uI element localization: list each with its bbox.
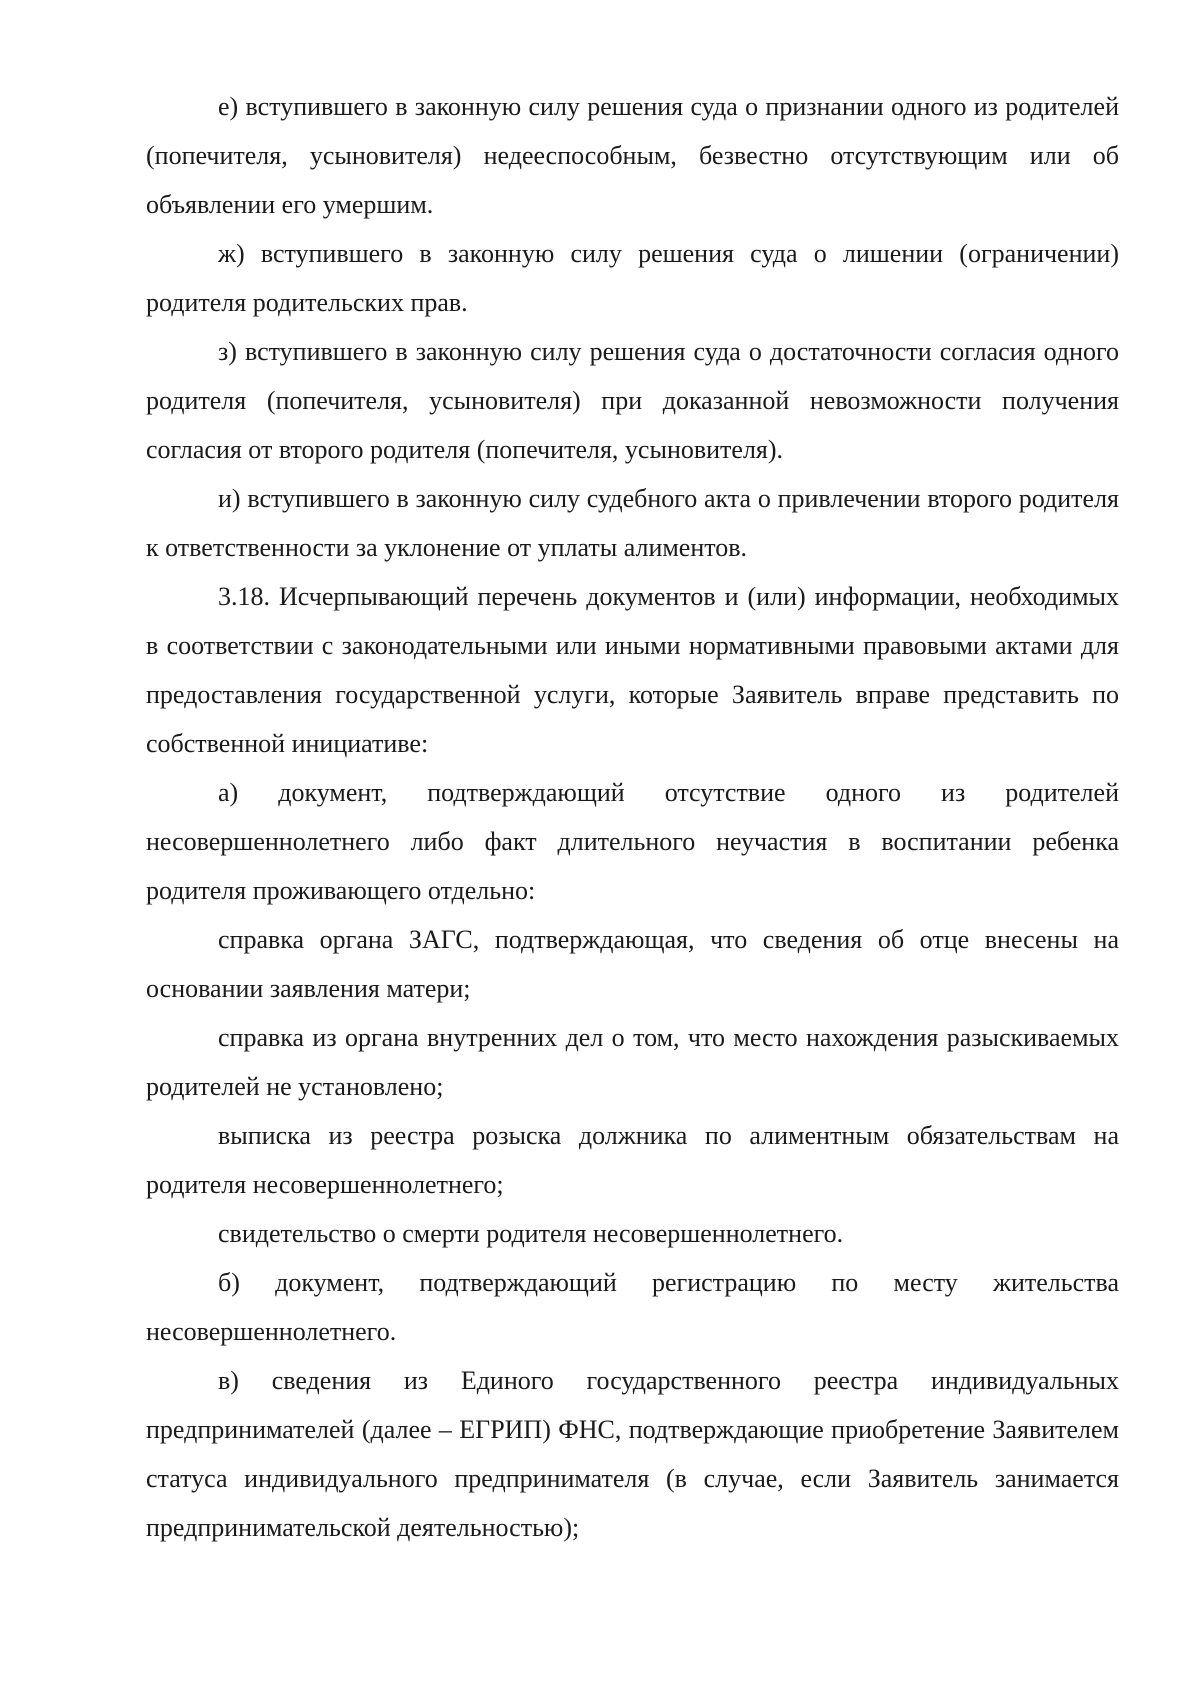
paragraph-zh: ж) вступившего в законную силу решения суда о лишении (ограничении) родителя родительских прав. <box>146 239 1119 317</box>
document-body <box>146 82 1119 1552</box>
paragraph-zags-certificate: справка органа ЗАГС, подтверждающая, что сведения об отце внесены на основании заявления матери; <box>146 925 1119 1003</box>
paragraph-b: б) документ, подтверждающий регистрацию по месту жительства несовершеннолетнего. <box>146 1268 1119 1346</box>
paragraph-registry-extract: выписка из реестра розыска должника по алиментным обязательствам на родителя несовершеннолетнего; <box>146 1121 1119 1199</box>
paragraph-a: а) документ, подтверждающий отсутствие одного из родителей несовершеннолетнего либо факт длительного неучастия в воспитании ребенка родителя проживающего отдельно: <box>146 778 1119 905</box>
paragraph-z: з) вступившего в законную силу решения суда о достаточности согласия одного родителя (попечителя, усыновителя) при доказанной невозможности получения согласия от второго родителя (попечителя, усыновителя). <box>146 337 1119 464</box>
paragraph-death-certificate: свидетельство о смерти родителя несовершеннолетнего. <box>218 1219 844 1248</box>
paragraph-e: е) вступившего в законную силу решения суда о признании одного из родителей (попечителя, усыновителя) недееспособным, безвестно отсутствующим или об объявлении его умершим. <box>146 92 1119 219</box>
paragraph-police-certificate: справка из органа внутренних дел о том, что место нахождения разыскиваемых родителей не установлено; <box>146 1023 1119 1101</box>
paragraph-i: и) вступившего в законную силу судебного акта о привлечении второго родителя к ответственности за уклонение от уплаты алиментов. <box>146 484 1119 562</box>
paragraph-v: в) сведения из Единого государственного реестра индивидуальных предпринимателей (далее – ЕГРИП) ФНС, подтверждающие приобретение Заявителем статуса индивидуального предпринимателя (в случае, если Заявитель занимается предпринимательской деятельностью); <box>146 1366 1119 1542</box>
paragraph-3-18: 3.18. Исчерпывающий перечень документов и (или) информации, необходимых в соответствии с законодательными или иными нормативными правовыми актами для предоставления государственной услуги, которые Заявитель вправе представить по собственной инициативе: <box>146 582 1119 758</box>
